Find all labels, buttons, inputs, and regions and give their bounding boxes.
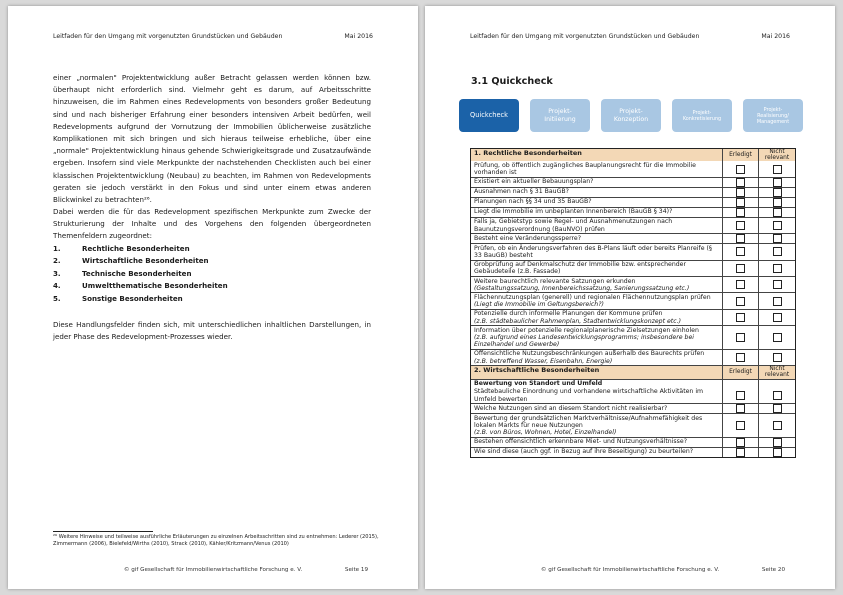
done-checkbox[interactable] bbox=[736, 264, 745, 273]
section-heading: 2. Wirtschaftliche Besonderheiten bbox=[471, 366, 723, 378]
not-relevant-checkbox[interactable] bbox=[773, 221, 782, 230]
paragraph-intro: einer „normalen" Projektentwicklung außer Betracht gelassen werden können bzw. überhaupt nicht erforderlich sind. Vielmehr geht es darum, auf Arbeitsschritte hinzuweisen, die im Rahmen eines Redevelopments von besonders großer Bedeutung sind und nach bisheriger Erfahrung einer besonders intensiven Arbeit bedürfen, weil Redevelopments aufgrund der Vornutzung der Immobilien üblicherweise zusätzliche Komplikationen mit sich bringen und sich hieraus teilweise erhebliche, über eine „normale" Projektentwicklung hinaus gehende Schwierigkeitsgrade und Zusatzaufwände ergeben. Insofern sind viele Merkpunkte der nachstehenden Checklisten auch bei einer klassischen Projektentwicklung (Neubau) zu beachten, im Rahmen von Redevelopments geraten sie jedoch verstärkt in den Fokus und sind unter einem etwas anderen Blickwinkel zu betrachten²⁶. bbox=[53, 73, 371, 205]
checklist-item-text bbox=[471, 326, 723, 349]
not-relevant-checkbox[interactable] bbox=[773, 353, 782, 362]
item-label: Information über potenzielle regionalplanerische Zielsetzungen einholen bbox=[474, 326, 699, 334]
checklist-row bbox=[471, 260, 795, 276]
item-label: Prüfung, ob öffentlich zugängliches Bauplanungsrecht für die Immobilie vorhanden ist bbox=[474, 161, 696, 177]
checklist-item-text bbox=[471, 178, 723, 187]
item-label: Ausnahmen nach § 31 BauGB? bbox=[474, 188, 569, 196]
item-note: (Gestaltungssatzung, Innenbereichssatzung, Sanierungssatzung etc.) bbox=[474, 284, 690, 292]
list-number: 2. bbox=[53, 256, 61, 266]
checklist-row bbox=[471, 217, 795, 233]
checklist-item-text bbox=[471, 404, 723, 413]
col-done-header: Erledigt bbox=[723, 149, 759, 161]
item-label: Prüfen, ob ein Änderungsverfahren des B-Plans läuft oder bereits Planreife (§ 33 BauGB) besteht bbox=[474, 244, 712, 259]
list-item bbox=[53, 294, 228, 306]
section-header-row bbox=[471, 365, 795, 378]
checklist-row bbox=[471, 403, 795, 413]
item-label: Grobprüfung auf Denkmalschutz der Immobilie bzw. entsprechender Gebäudeteile (z.B. Fassade) bbox=[474, 261, 687, 276]
page-left bbox=[8, 6, 418, 589]
checklist-row bbox=[471, 325, 795, 349]
footnote: ²⁶ Weitere Hinweise und teilweise ausführliche Erläuterungen zu einzelnen Arbeitsschritten sind zu entnehmen: Lederer (2015), Zimmermann (2006), Bielefeld/Wirths (2010), Strack (2010), Kähler/Kritzmann/Venus (2010) bbox=[53, 534, 379, 547]
checklist-row bbox=[471, 161, 795, 176]
checklist-item-text bbox=[471, 350, 723, 365]
page-number: Seite 19 bbox=[344, 567, 368, 573]
checklist-item-text bbox=[471, 277, 723, 292]
checklist-row bbox=[471, 292, 795, 308]
item-label: Städtebauliche Einordnung und vorhandene wirtschaftliche Aktivitäten im Umfeld bewerten bbox=[474, 388, 704, 403]
checklist-row bbox=[471, 437, 795, 447]
done-checkbox[interactable] bbox=[736, 448, 745, 457]
checklist-row bbox=[471, 243, 795, 259]
checklist-row bbox=[471, 413, 795, 437]
checklist-item-text bbox=[471, 218, 723, 233]
list-label: Wirtschaftliche Besonderheiten bbox=[82, 256, 209, 266]
done-checkbox[interactable] bbox=[736, 247, 745, 256]
header-date: Mai 2016 bbox=[761, 33, 790, 40]
item-label: Flächennutzungsplan (generell) und regionalen Flächennutzungsplan prüfen bbox=[474, 293, 711, 301]
checklist-item-text bbox=[471, 161, 723, 176]
list-number: 5. bbox=[53, 293, 61, 303]
item-label: Planungen nach §§ 34 und 35 BauGB? bbox=[474, 198, 592, 206]
done-checkbox[interactable] bbox=[736, 391, 745, 400]
done-checkbox[interactable] bbox=[736, 198, 745, 207]
list-number: 1. bbox=[53, 244, 61, 253]
item-note: (z.B. von Büros, Wohnen, Hotel, Einzelhandel) bbox=[474, 429, 617, 437]
checklist-row bbox=[471, 233, 795, 243]
page-right bbox=[425, 6, 835, 589]
not-relevant-checkbox[interactable] bbox=[773, 208, 782, 217]
subsection-heading: Bewertung von Standort und Umfeld bbox=[471, 380, 723, 388]
checklist-row bbox=[471, 187, 795, 197]
checklist-item-text bbox=[471, 208, 723, 217]
checklist-row bbox=[471, 309, 795, 325]
checklist-item-text bbox=[471, 438, 723, 447]
list-item bbox=[53, 256, 228, 268]
list-label: Sonstige Besonderheiten bbox=[82, 293, 183, 303]
item-label: Offensichtliche Nutzungsbeschränkungen außerhalb des Baurechts prüfen bbox=[474, 350, 705, 358]
not-relevant-checkbox[interactable] bbox=[773, 247, 782, 256]
done-checkbox[interactable] bbox=[736, 438, 745, 447]
done-checkbox[interactable] bbox=[736, 221, 745, 230]
list-number: 4. bbox=[53, 281, 61, 291]
header-title: Leitfaden für den Umgang mit vorgenutzten Grundstücken und Gebäuden bbox=[470, 33, 700, 40]
not-relevant-checkbox[interactable] bbox=[773, 165, 782, 174]
list-item bbox=[53, 244, 228, 256]
not-relevant-checkbox[interactable] bbox=[773, 178, 782, 187]
done-checkbox[interactable] bbox=[736, 178, 745, 187]
list-label: Umweltthematische Besonderheiten bbox=[82, 281, 228, 291]
step-projekt-realisierung[interactable]: Projekt- Realisierung/ Management bbox=[743, 99, 803, 132]
done-checkbox[interactable] bbox=[736, 421, 745, 430]
header-title: Leitfaden für den Umgang mit vorgenutzten Grundstücken und Gebäuden bbox=[53, 33, 283, 40]
page-header bbox=[470, 33, 790, 40]
not-relevant-checkbox[interactable] bbox=[773, 333, 782, 342]
not-relevant-checkbox[interactable] bbox=[773, 297, 782, 306]
page-number: Seite 20 bbox=[761, 567, 785, 573]
item-note: (z.B. betreffend Wasser, Eisenbahn, Energie) bbox=[474, 357, 613, 365]
checklist-row bbox=[471, 276, 795, 292]
done-checkbox[interactable] bbox=[736, 165, 745, 174]
item-note: (z.B. städtebaulicher Rahmenplan, Stadtentwicklungskonzept etc.) bbox=[474, 317, 682, 325]
topic-list bbox=[53, 244, 228, 306]
step-quickcheck[interactable]: Quickcheck bbox=[459, 99, 519, 132]
not-relevant-checkbox[interactable] bbox=[773, 264, 782, 273]
done-checkbox[interactable] bbox=[736, 353, 745, 362]
item-label: Wie sind diese (auch ggf. in Bezug auf ihre Beseitigung) zu beurteilen? bbox=[474, 448, 694, 456]
list-item bbox=[53, 269, 228, 281]
checklist-row bbox=[471, 197, 795, 207]
checklist-row bbox=[471, 207, 795, 217]
checklist-item-text bbox=[471, 188, 723, 197]
checklist-item-text bbox=[471, 261, 723, 276]
checklist-row bbox=[471, 177, 795, 187]
checklist-item-text bbox=[471, 198, 723, 207]
item-label: Besteht eine Veränderungssperre? bbox=[474, 234, 582, 242]
not-relevant-checkbox[interactable] bbox=[773, 404, 782, 413]
item-note: (Liegt die Immobilie im Geltungsbereich?) bbox=[474, 301, 604, 309]
checklist-item-text bbox=[471, 293, 723, 308]
item-label: Potenzielle durch informelle Planungen der Kommune prüfen bbox=[474, 310, 663, 318]
item-label: Falls ja, Gebietstyp sowie Regel- und Ausnahmenutzungen nach Baunutzungsverordnung (BauNVO) prüfen bbox=[474, 218, 673, 233]
footer-copyright: © gif Gesellschaft für Immobilienwirtschaftliche Forschung e. V. bbox=[123, 567, 303, 573]
checklist-table bbox=[470, 148, 796, 458]
not-relevant-checkbox[interactable] bbox=[773, 198, 782, 207]
done-checkbox[interactable] bbox=[736, 297, 745, 306]
item-label: Existiert ein aktueller Bebauungsplan? bbox=[474, 178, 594, 186]
paragraph-structure: Dabei werden die für das Redevelopment spezifischen Merkpunkte zum Zwecke der Strukturierung der Inhalte und des Vorgehens den folgenden übergeordneten Themenfeldern zugeordnet: bbox=[53, 207, 371, 241]
step-projekt-konzeption[interactable]: Projekt- Konzeption bbox=[601, 99, 661, 132]
checklist-item-text bbox=[471, 244, 723, 259]
done-checkbox[interactable] bbox=[736, 313, 745, 322]
paragraph-fields: Diese Handlungsfelder finden sich, mit unterschiedlichen inhaltlichen Darstellungen, in jeder Phase des Redevelopment-Prozesses wieder. bbox=[53, 320, 371, 342]
done-checkbox[interactable] bbox=[736, 404, 745, 413]
done-checkbox[interactable] bbox=[736, 208, 745, 217]
item-note: (z.B. aufgrund eines Landesentwicklungsprogramms; insbesondere bei Einzelhandel und Gewerbe) bbox=[474, 333, 694, 349]
item-label: Bestehen offensichtlich erkennbare Miet- und Nutzungsverhältnisse? bbox=[474, 438, 687, 446]
list-label: Rechtliche Besonderheiten bbox=[82, 244, 190, 253]
checklist-row bbox=[471, 349, 795, 365]
section-header-row bbox=[471, 149, 795, 161]
not-relevant-checkbox[interactable] bbox=[773, 188, 782, 197]
process-steps bbox=[459, 99, 814, 132]
done-checkbox[interactable] bbox=[736, 333, 745, 342]
step-projekt-konkretisierung[interactable]: Projekt- Konkretisierung bbox=[672, 99, 732, 132]
done-checkbox[interactable] bbox=[736, 188, 745, 197]
not-relevant-checkbox[interactable] bbox=[773, 391, 782, 400]
col-na-header: Nicht relevant bbox=[764, 366, 790, 379]
not-relevant-checkbox[interactable] bbox=[773, 280, 782, 289]
done-checkbox[interactable] bbox=[736, 234, 745, 243]
item-label: Weitere baurechtlich relevante Satzungen erkunden bbox=[474, 277, 636, 285]
footnote-divider bbox=[53, 531, 153, 532]
section-heading: 1. Rechtliche Besonderheiten bbox=[471, 149, 723, 161]
subsection-row bbox=[471, 379, 795, 388]
col-done-header: Erledigt bbox=[723, 366, 759, 378]
page-header bbox=[53, 33, 373, 40]
not-relevant-checkbox[interactable] bbox=[773, 438, 782, 447]
checklist-item-text bbox=[471, 234, 723, 243]
not-relevant-checkbox[interactable] bbox=[773, 234, 782, 243]
step-projekt-initiierung[interactable]: Projekt- Initiierung bbox=[530, 99, 590, 132]
checklist-row bbox=[471, 447, 795, 457]
header-date: Mai 2016 bbox=[344, 33, 373, 40]
checklist-item-text bbox=[471, 388, 723, 403]
item-label: Welche Nutzungen sind an diesem Standort nicht realisierbar? bbox=[474, 404, 668, 412]
checklist-item-text bbox=[471, 310, 723, 325]
not-relevant-checkbox[interactable] bbox=[773, 313, 782, 322]
list-item bbox=[53, 281, 228, 293]
item-label: Liegt die Immobilie im unbeplanten Innenbereich (BauGB § 34)? bbox=[474, 208, 673, 216]
col-na-header: Nicht relevant bbox=[764, 149, 790, 162]
checklist-item-text bbox=[471, 414, 723, 437]
item-label: Bewertung der grundsätzlichen Marktverhältnisse/Aufnahmefähigkeit des lokalen Markts für neue Nutzungen bbox=[474, 414, 703, 429]
list-label: Technische Besonderheiten bbox=[82, 268, 192, 278]
not-relevant-checkbox[interactable] bbox=[773, 421, 782, 430]
checklist-item-text bbox=[471, 448, 723, 457]
done-checkbox[interactable] bbox=[736, 280, 745, 289]
section-title: 3.1 Quickcheck bbox=[471, 76, 553, 87]
footer-copyright: © gif Gesellschaft für Immobilienwirtschaftliche Forschung e. V. bbox=[540, 567, 720, 573]
checklist-row bbox=[471, 388, 795, 403]
not-relevant-checkbox[interactable] bbox=[773, 448, 782, 457]
list-number: 3. bbox=[53, 268, 61, 278]
